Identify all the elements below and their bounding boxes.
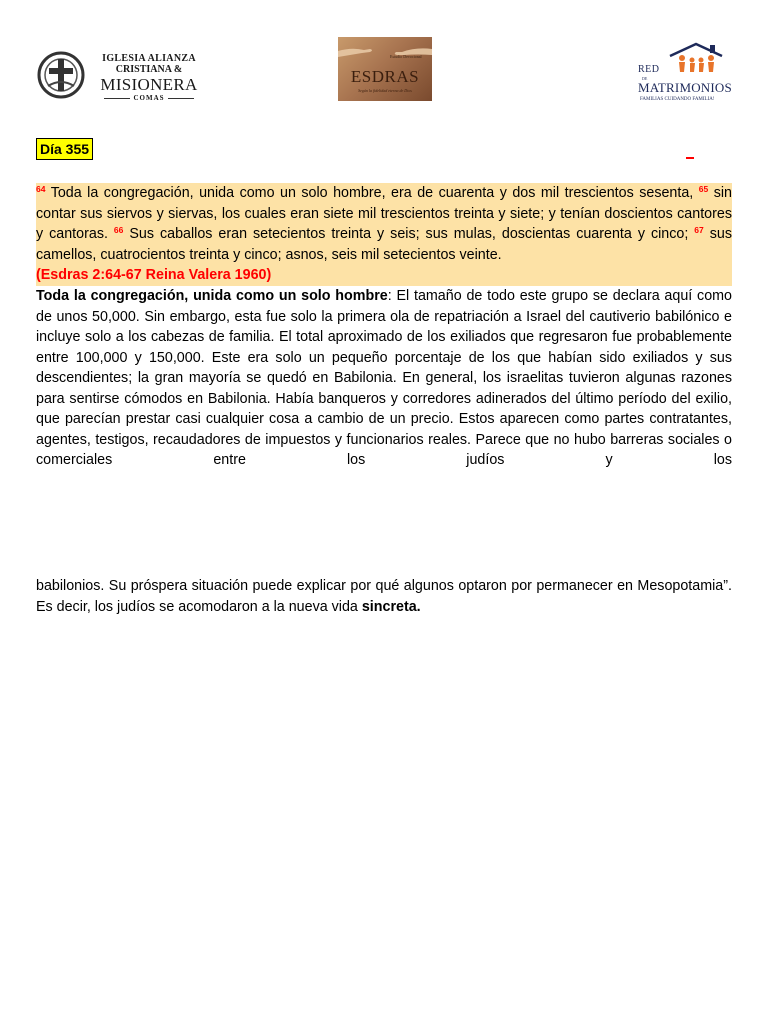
creation-hands-icon [338,37,432,67]
verse-number-65: 65 [698,184,709,194]
scripture-passage [36,183,732,286]
church-name-line4 [84,95,214,102]
logo-word-matrimonios: MATRIMONIOS [638,80,732,95]
scripture-reference: (Esdras 2:64-67 Reina Valera 1960) [36,267,272,283]
commentary-paragraph [36,286,732,471]
church-name-line2: CRISTIANA & [115,64,183,75]
commentary-continuation [36,576,732,617]
church-name-line1: IGLESIA ALIANZA [102,53,196,64]
study-title: ESDRAS [350,67,420,86]
church-location: COMAS [133,94,165,102]
verse-number-67: 67 [694,225,704,235]
red-dash-mark [686,157,694,159]
church-name [84,54,214,102]
verse-67-text: sus camellos, cuatrocientos treinta y cinco; asnos, seis mil setecientos veinte. [36,226,732,263]
commentary-text-block [36,286,732,471]
day-label: Día 355 [36,138,93,160]
continuation-text: babilonios. Su próspera situación puede explicar por qué algunos optaron por permanecer en Mesopotamia”. Es decir, los judíos se acomodaron a la nueva vida [36,578,732,615]
church-name-line3: MISIONERA [100,75,198,94]
red-matrimonios-logo [636,42,730,104]
logo-tagline: FAMILIAS CUIDANDO FAMILIA! [640,97,715,102]
study-subtitle: Según la fidelidad eterna de Dios [358,88,412,93]
logo-word-de: DE [642,76,648,81]
family-house-icon [666,42,726,76]
page-header [0,0,768,110]
commentary-body: : El tamaño de todo este grupo se declara aquí como de unos 50,000. Sin embargo, esta fue solo la primera ola de repatriación a Israel del cautiverio babilónico e incluye solo a los cabezas de familia. El total aproximado de los exiliados que regresaron fue probablemente entre 100,000 y 150,000. Este era solo un pequeño porcentaje de los que habían sido exiliados y sus descendientes; la gran mayoría se quedó en Babilonia. En general, los israelitas tuvieron algunas razones para sentirse cómodos en Babilonia. Había banqueros y corredores adinerados del último período del exilio, que parecían prestar casi cualquier cosa a cambio de un precio. Estos aparecen como partes contratantes, agentes, testigos, recaudadores de impuestos y funcionarios reales. Parece que no hubo barreras sociales o comerciales entre los judíos y los [36,288,732,468]
esdras-study-logo [338,37,432,101]
verse-number-64: 64 [36,184,46,194]
verse-66-text: Sus caballos eran setecientos treinta y seis; sus mulas, doscientas cuarenta y cinco; [123,226,695,242]
logo-word-red: RED [638,64,660,75]
church-emblem-icon [36,50,86,100]
commentary-lead: Toda la congregación, unida como un solo hombre [36,288,388,304]
church-logo [36,50,198,104]
verse-number-66: 66 [113,225,124,235]
verse-65-text: sin contar sus siervos y siervas, los cuales eran siete mil trescientos treinta y siete; y tenían doscientos cantores y cantoras. [36,185,733,242]
final-bold-word: sincreta. [361,598,421,615]
study-type-label: Estudio Devocional [390,54,422,59]
verse-64-text: Toda la congregación, unida como un solo hombre, era de cuarenta y dos mil trescientos sesenta, [45,185,699,201]
